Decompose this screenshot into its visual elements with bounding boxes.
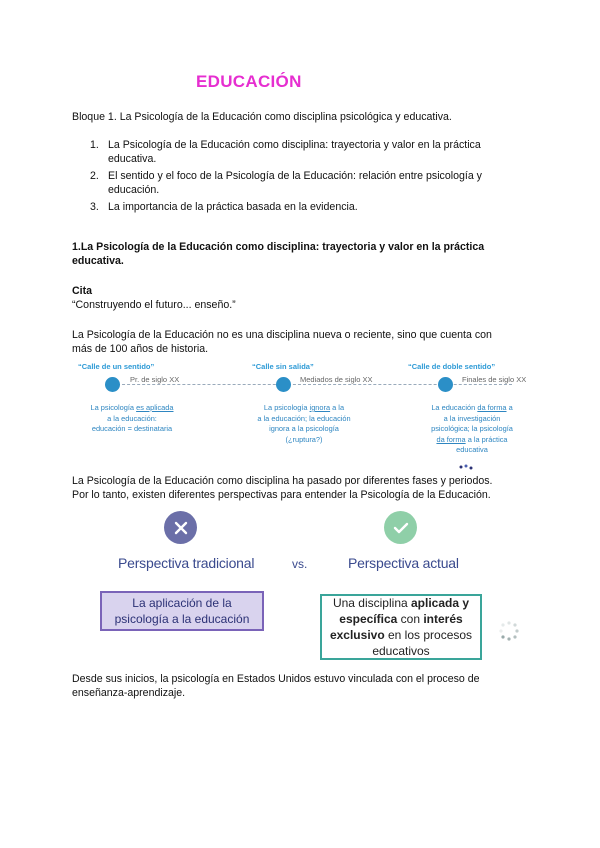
paragraph-line: Desde sus inicios, la psicología en Estados Unidos estuvo vinculada con el proceso de — [72, 673, 480, 685]
timeline-description: La psicología ignora a la a la educación; la educación ignora a la psicología (¿ruptura?) — [244, 403, 364, 445]
loading-spinner-icon — [498, 620, 520, 642]
timeline-label: “Calle de un sentido” — [78, 362, 155, 371]
box-text: aplicada y — [411, 596, 470, 610]
box-text: Una disciplina — [332, 596, 411, 610]
timeline-text: La psicología — [90, 403, 135, 412]
list-number: 2. — [90, 170, 99, 182]
box-text: La aplicación de la — [132, 596, 232, 610]
list-item — [90, 138, 528, 166]
timeline-text: es aplicada — [136, 403, 174, 412]
timeline-text: educación = destinataria — [91, 424, 173, 433]
timeline-text: a la práctica — [467, 434, 508, 444]
section-heading-line: educativa. — [72, 255, 124, 267]
paragraph — [72, 474, 552, 502]
box-text: específica — [339, 612, 398, 626]
paragraph-line: La Psicología de la Educación como disciplina ha pasado por diferentes fases y periodos. — [72, 475, 493, 487]
list-number: 1. — [90, 139, 99, 151]
block-heading: Bloque 1. La Psicología de la Educación como disciplina psicológica y educativa. — [72, 111, 452, 123]
current-box — [320, 594, 482, 660]
list-item — [90, 169, 528, 197]
box-text: exclusivo — [329, 628, 385, 642]
box-text: en los procesos — [384, 628, 473, 642]
x-icon — [164, 511, 197, 544]
timeline-dot — [276, 377, 291, 392]
list-number: 3. — [90, 201, 99, 213]
paragraph — [72, 328, 552, 356]
timeline-dot — [105, 377, 120, 392]
list-text: La importancia de la práctica basada en la evidencia. — [108, 201, 358, 213]
timeline-text: La psicología — [263, 403, 308, 412]
sparkle-icon — [458, 458, 474, 466]
list-text: educativa. — [108, 153, 157, 165]
section-heading — [72, 240, 552, 268]
timeline-text: ignora — [309, 403, 331, 412]
timeline-text: a la investigación — [443, 413, 501, 423]
cita-quote: “Construyendo el futuro... enseño.” — [72, 299, 236, 311]
paragraph-line: más de 100 años de historia. — [72, 343, 209, 355]
timeline-text: a la educación: — [107, 413, 157, 423]
list-text: La Psicología de la Educación como disciplina: trayectoria y valor en la práctica — [108, 139, 481, 151]
list-text: El sentido y el foco de la Psicología de la Educación: relación entre psicología y — [108, 170, 482, 182]
list-item — [90, 200, 528, 214]
paragraph-line: Por lo tanto, existen diferentes perspectivas para entender la Psicología de la Educación. — [72, 489, 491, 501]
traditional-box — [100, 591, 264, 631]
timeline-text: psicológica; la psicología — [431, 424, 513, 433]
topic-list — [90, 138, 528, 214]
timeline-label: “Calle de doble sentido” — [408, 362, 496, 371]
timeline-text: La educación — [431, 403, 476, 412]
timeline-period: Mediados de siglo XX — [300, 375, 373, 384]
timeline-period: Finales de siglo XX — [462, 375, 527, 384]
timeline-description: La educación da forma a a la investigación psicológica; la psicología da forma a la práctica educativa — [412, 403, 532, 456]
timeline-figure — [72, 360, 532, 468]
page-title: EDUCACIÓN — [196, 72, 302, 91]
box-text: interés — [423, 612, 463, 626]
paragraph-line: enseñanza-aprendizaje. — [72, 687, 186, 699]
timeline-dot — [438, 377, 453, 392]
timeline-text: a la educación; la educación — [257, 413, 351, 423]
list-text: educación. — [108, 184, 160, 196]
box-text: educativos — [372, 644, 430, 658]
timeline-text: da forma — [436, 434, 466, 444]
vs-label: vs. — [292, 557, 308, 571]
check-icon — [384, 511, 417, 544]
timeline-text: ignora a la psicología — [269, 424, 339, 433]
timeline-label: “Calle sin salida” — [252, 362, 314, 371]
traditional-title: Perspectiva tradicional — [118, 555, 255, 571]
current-title: Perspectiva actual — [348, 555, 459, 571]
section-heading-line: 1.La Psicología de la Educación como disciplina: trayectoria y valor en la práctica — [72, 241, 485, 253]
timeline-text: educativa — [456, 445, 488, 454]
paragraph — [72, 672, 552, 700]
paragraph-line: La Psicología de la Educación no es una disciplina nueva o reciente, sino que cuenta con — [72, 329, 492, 341]
timeline-description — [72, 403, 192, 435]
box-text: con — [397, 612, 424, 626]
cita-label: Cita — [72, 285, 93, 297]
timeline-text: (¿ruptura?) — [285, 434, 323, 444]
timeline-period: Pr. de siglo XX — [130, 375, 180, 384]
box-text: psicología a la educación — [114, 612, 250, 626]
timeline-text: da forma — [477, 403, 507, 412]
